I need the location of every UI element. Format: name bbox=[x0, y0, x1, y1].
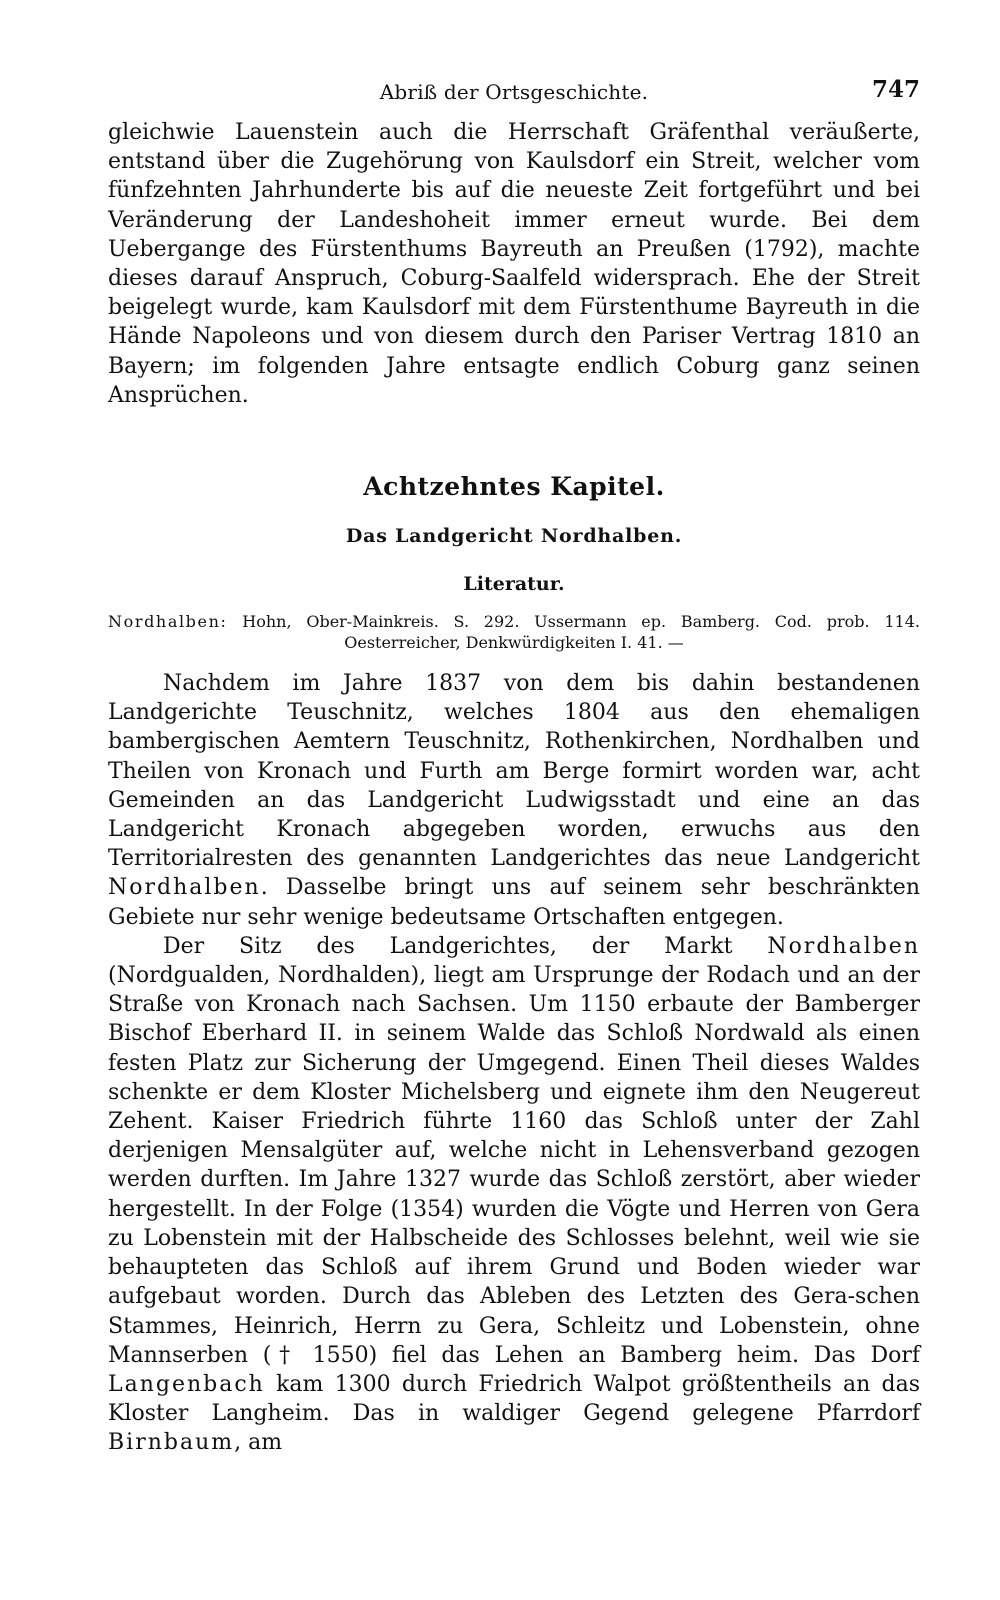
body-paragraph-1 bbox=[108, 669, 920, 932]
chapter-subtitle: Das Landgericht Nordhalben. bbox=[345, 525, 683, 548]
paragraph-1-text-b: . Dasselbe bringt uns auf seinem sehr beschränkten Gebiete nur sehr wenige bedeutsame Ortschaften entgegen. bbox=[108, 875, 920, 930]
paragraph-2-text-d: , am bbox=[234, 1430, 283, 1456]
body-paragraph-2 bbox=[108, 932, 920, 1458]
paragraph-1-spaced-name: Nordhalben bbox=[108, 875, 261, 901]
literature-heading: Literatur. bbox=[463, 573, 565, 596]
intro-paragraph: gleichwie Lauenstein auch die Herrschaft Gräfenthal veräußerte, entstand über die Zugehörung von Kaulsdorf ein Streit, welcher vom fünfzehnten Jahrhunderte bis auf die neueste Zeit fortgeführt und bei Veränderung der Landeshoheit immer erneut wurde. Bei dem Uebergange des Fürstenthums Bayreuth an Preußen (1792), machte dieses darauf Anspruch, Coburg-Saalfeld widersprach. Ehe der Streit beigelegt wurde, kam Kaulsdorf mit dem Fürstenthume Bayreuth in die Hände Napoleons und von diesem durch den Pariser Vertrag 1810 an Bayern; im folgenden Jahre entsagte endlich Coburg ganz seinen Ansprüchen. bbox=[108, 120, 920, 408]
literature-references bbox=[108, 611, 920, 653]
book-page bbox=[108, 78, 920, 1458]
paragraph-2-spaced-name-3: Birnbaum bbox=[108, 1430, 235, 1456]
paragraph-2-text-b: (Nordgualden, Nordhalden), liegt am Ursprunge der Rodach und an der Straße von Kronach nach Sachsen. Um 1150 erbaute der Bamberger Bischof Eberhard II. in seinem Walde das Schloß Nordwald als einen festen Platz zur Sicherung der Umgegend. Einen Theil dieses Waldes schenkte er dem Kloster Michelsberg und eignete ihm den Neugereut Zehent. Kaiser Friedrich führte 1160 das Schloß unter der Zahl derjenigen Mensalgüter auf, welche nicht in Lehensverband gezogen werden durften. Im Jahre 1327 wurde das Schloß zerstört, aber wieder hergestellt. In der Folge (1354) wurden die Vögte und Herren von Gera zu Lobenstein mit der Halbscheide des Schlosses belehnt, weil wie sie behaupteten das Schloß auf ihrem Grund und Boden wieder war aufgebaut worden. Durch das Ableben des Letzten des Gera-schen Stammes, Heinrich, Herrn zu Gera, Schleitz und Lobenstein, ohne Mannserben († 1550) fiel das Lehen an Bamberg heim. Das Dorf bbox=[108, 963, 920, 1368]
page-number: 747 bbox=[871, 76, 920, 103]
paragraph-2-text-a: Der Sitz des Landgerichtes, der Markt bbox=[163, 933, 733, 959]
chapter-title: Achtzehntes Kapitel. bbox=[363, 472, 665, 502]
literature-text: Hohn, Ober-Mainkreis. S. 292. Ussermann ep. Bamberg. Cod. prob. 114. Oesterreicher, Denkwürdigkeiten I. 41. — bbox=[242, 612, 920, 653]
paragraph-2-spaced-name-1: Nordhalben bbox=[767, 933, 920, 959]
paragraph-2-spaced-name-2: Langenbach bbox=[108, 1371, 265, 1397]
paragraph-2-text-c: kam 1300 durch Friedrich Walpot größtentheils an das Kloster Langheim. Das in waldiger Gegend gelegene Pfarrdorf bbox=[108, 1371, 920, 1427]
running-header bbox=[108, 78, 920, 118]
paragraph-1-text-a: Nachdem im Jahre 1837 von dem bis dahin bestandenen Landgerichte Teuschnitz, welches 1804 aus den ehemaligen bambergischen Aemtern Teuschnitz, Rothenkirchen, Nordhalben und Theilen von Kronach und Furth am Berge formirt worden war, acht Gemeinden an das Landgericht Ludwigsstadt und eine an das Landgericht Kronach abgegeben worden, erwuchs aus den Territorialresten des genannten Landgerichtes das neue Landgericht bbox=[108, 671, 920, 872]
literature-place: Nordhalben: bbox=[108, 612, 228, 632]
running-title: Abriß der Ortsgeschichte. bbox=[379, 80, 649, 104]
